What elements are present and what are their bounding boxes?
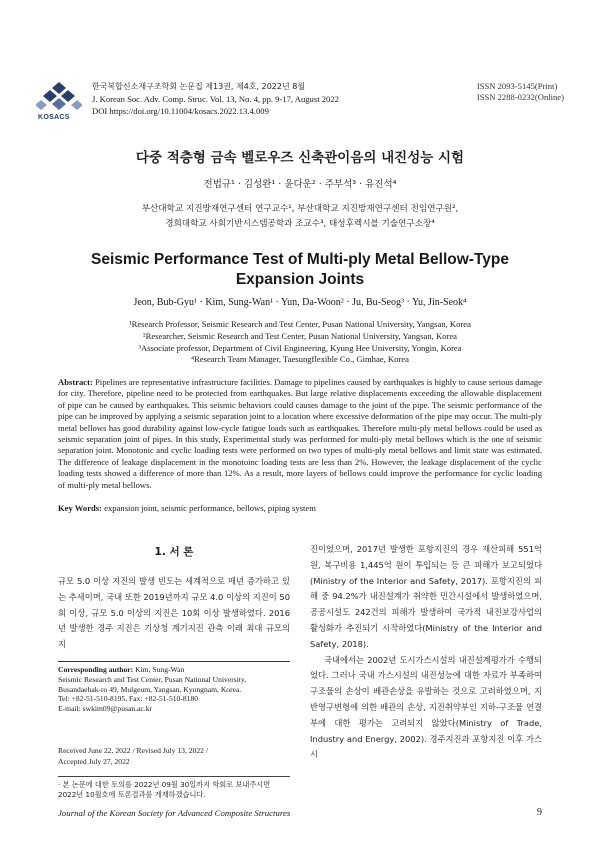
discussion-notice: · 본 논문에 대한 토의를 2022년 09월 30일까지 학회로 보내주시면 2022년 10월호에 토론결과를 게재하겠습니다. bbox=[58, 776, 290, 800]
abstract-text: Pipelines are representative infrastructure facilities. Damage to pipelines caused by earthquakes is highly to cause serious damage for city. Therefore, pipeline need to be protected from earthquakes. But large relative displacements exceeding the allowable displacement of pipe can be caused by earthquakes. This seismic behaviors could causes damage to the joint of the pipe. The seismic performance of the pipe can be improved by applying a seismic separation joint to a location where excessive deformation of the pipe may occur. The multi-ply metal bellows has good durability against low-cycle fatigue loads such as earthquakes. Therefore multi-ply metal bellows could be used as seismic separation joint of pipes. In this study, Experimental study was performed for multi-ply metal bellows which is the one of seismic separation joint. Monotonic and cyclic loading tests were performed on two types of multi-ply metal bellows and limit state was estimated. The difference of leakage displacement in the monotoinc loading tests are less than 2%. However, the leakage displacement of the cyclic loading tests showed a difference of more than 12%. As a result, more layers of bellows could improve the performance for cyclic loading of multi-ply metal bellows. bbox=[58, 377, 542, 490]
abstract bbox=[58, 377, 542, 491]
affiliation-en-line: ⁴Research Team Manager, Taesungflexible Co., Gimhae, Korea bbox=[191, 354, 409, 365]
received-line: Received June 22, 2022 / Revised July 13, 2022 / bbox=[58, 746, 208, 755]
abstract-label: Abstract: bbox=[58, 377, 93, 387]
title-korean: 다중 적층형 금속 벨로우즈 신축관이음의 내진성능 시험 bbox=[135, 150, 465, 166]
corresponding-email[interactable]: E-mail: swkim09@pusan.ac.kr bbox=[58, 704, 153, 714]
corresponding-line: Busandaehak-ro 49, Mulgeum, Yangsan, Kyungnam, Korea. bbox=[58, 684, 242, 694]
keywords bbox=[58, 503, 542, 513]
issn-print: ISSN 2093-5145(Print) bbox=[476, 81, 558, 91]
intro-right-column bbox=[310, 542, 542, 763]
affiliation-ko-line: 부산대학교 지진방재연구센터 연구교수¹, 부산대학교 지진방재연구센터 전임연구원², bbox=[141, 204, 459, 214]
corresponding-label: Corresponding author: bbox=[58, 665, 134, 674]
footer-journal: Journal of the Korean Society for Advanced Composite Structures bbox=[58, 808, 291, 818]
intro-left-column: 규모 5.0 이상 지진의 발생 빈도는 세계적으로 매년 증가하고 있는 추세이며, 국내 또한 2019년까지 규모 4.0 이상의 지진이 50회 이상, 규모 5.0 이상의 지진은 10회 이상 발생하였다. 2016년 발생한 경주 지진은 기상청 계기지진 관측 이래 최대 규모의 지 bbox=[58, 576, 290, 650]
doi-link[interactable]: DOI https://doi.org/10.11004/kosacs.2022.13.4.009 bbox=[92, 106, 269, 116]
title-english: Seismic Performance Test of Multi-ply Metal Bellow-Type Expansion Joints bbox=[90, 251, 509, 288]
affiliation-en-line: ³Associate professor, Department of Civil Engineering, Kyung Hee University, Yongin, Korea bbox=[138, 342, 462, 353]
intro-paragraph: 국내에서는 2002년 도시가스시설의 내진설계평가가 수행되었다. 그러나 국내 가스시설의 내진성능에 대한 자료가 부족하여 구조물의 손상이 배관손상을 유발하는 것으로 고려하였으며, 지반영구변형에 의한 배관의 손상, 지진취약부인 지하-구조물 연결부에 대한 평가는 고려되지 않았다(Ministry of Trade, Industry and Energy, 2002). 경주지진과 포항지진 이후 가스시 bbox=[310, 654, 542, 760]
keywords-text: expansion joint, seismic performance, bellows, piping system bbox=[104, 503, 316, 513]
logo-text: KOSACS bbox=[38, 114, 70, 121]
received-dates bbox=[58, 745, 290, 767]
kosacs-logo-icon bbox=[36, 80, 82, 120]
journal-header bbox=[36, 76, 564, 122]
issn-block bbox=[477, 81, 564, 103]
corresponding-line: Tel: +82-51-510-8195, Fax: +82-51-510-8180 bbox=[58, 694, 199, 704]
authors-korean: 전법규¹ · 김성완¹ · 윤다운² · 주부석³ · 유진석⁴ bbox=[203, 179, 397, 190]
authors-english: Jeon, Bub-Gyu¹ · Kim, Sung-Wan¹ · Yun, Da-Woon² · Ju, Bu-Seog³ · Yu, Jin-Seok⁴ bbox=[133, 297, 467, 308]
journal-citation bbox=[92, 81, 339, 117]
section-heading: 1. 서 론 bbox=[154, 546, 194, 558]
page-number: 9 bbox=[537, 807, 542, 818]
issn-online: ISSN 2288-0232(Online) bbox=[476, 92, 564, 102]
affiliation-en-line: ²Researcher, Seismic Research and Test Center, Pusan National University, Yangsan, Korea bbox=[143, 330, 457, 341]
affiliation-ko-line: 경희대학교 사회기반시스템공학과 조교수³, 태성후렉시블 기술연구소장⁴ bbox=[165, 219, 435, 229]
keywords-label: Key Words: bbox=[58, 503, 103, 513]
corresponding-author bbox=[58, 661, 290, 714]
intro-paragraph: 진이었으며, 2017년 발생한 포항지진의 경우 재산피해 551억 원, 복구비용 1,445억 원이 투입되는 등 큰 피해가 보고되었다(Ministry of the Interior and Safety, 2017). 포항지진의 피해 중 94.2%가 내진설계가 취약한 민간시설에서 발생하였으며, 공공시설도 242건의 피해가 발생하여 국가적 내진보강사업의 활성화가 추진되기 시작하였다(Ministry of the Interior and Safety, 2018). bbox=[310, 544, 542, 649]
affiliations-english bbox=[0, 319, 600, 366]
journal-name-en: J. Korean Soc. Adv. Comp. Struc. Vol. 13, No. 4, pp. 9-17, August 2022 bbox=[92, 94, 339, 104]
corresponding-line: Seismic Research and Test Center, Pusan National University, bbox=[58, 674, 247, 684]
affiliations-korean bbox=[0, 202, 600, 232]
journal-name-ko: 한국복합신소재구조학회 논문집 제13권, 제4호, 2022년 8월 bbox=[92, 82, 306, 91]
affiliation-en-line: ¹Research Professor, Seismic Research and Test Center, Pusan National University, Yangsan, Korea bbox=[129, 319, 471, 329]
corresponding-name: Kim, Sung-Wan bbox=[133, 665, 185, 674]
received-line: Accepted July 27, 2022 bbox=[58, 757, 130, 766]
